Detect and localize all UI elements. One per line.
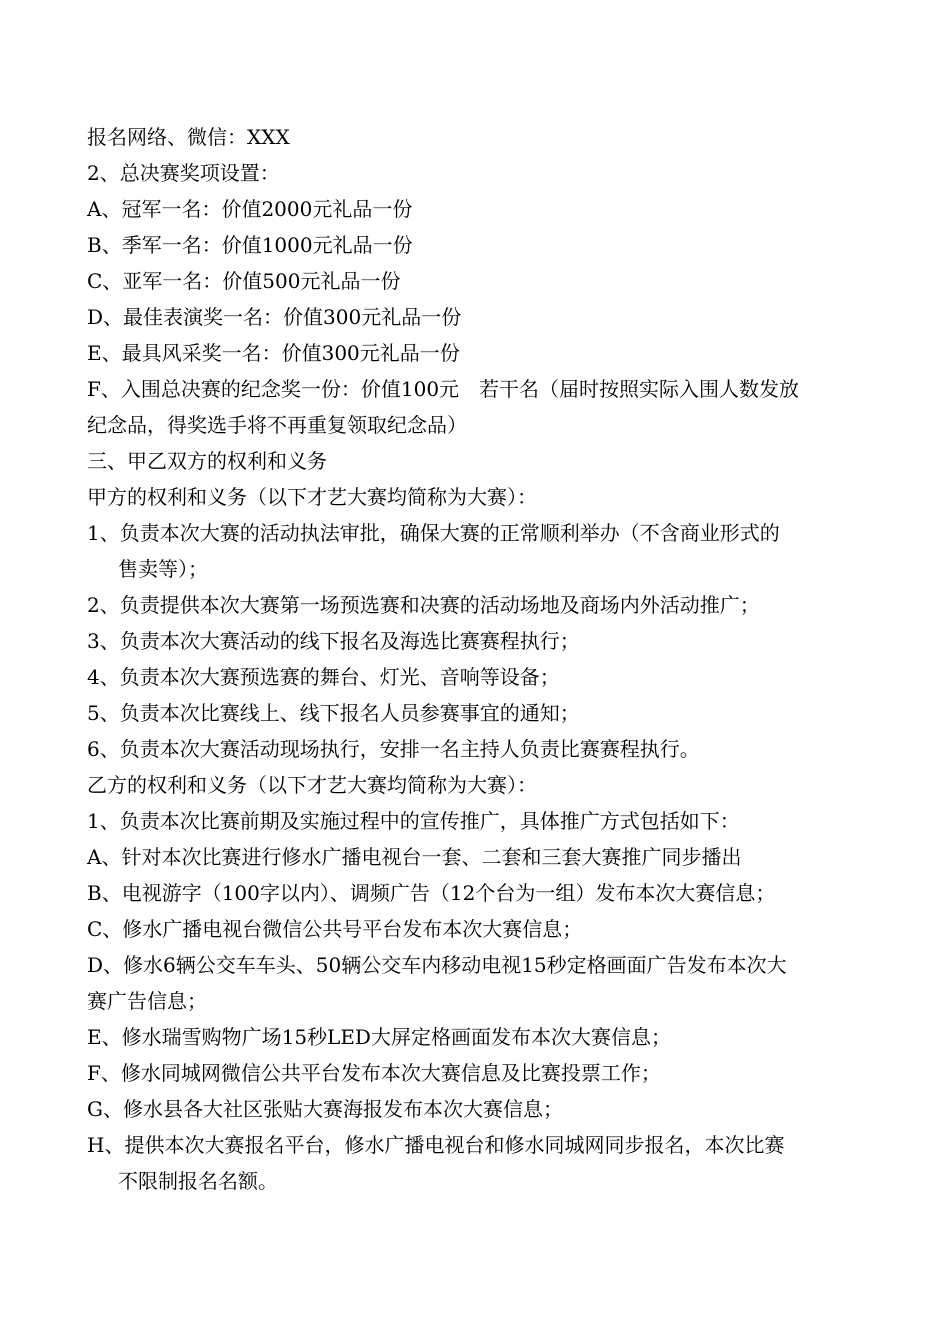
award-item-best-performance: D、最佳表演奖一名：价值300元礼品一份	[87, 305, 462, 329]
party-a-item-5: 5、负责本次比赛线上、线下报名人员参赛事宜的通知；	[87, 701, 580, 725]
document-body	[87, 119, 877, 1199]
party-b-item-1: 1、负责本次比赛前期及实施过程中的宣传推广，具体推广方式包括如下：	[87, 809, 740, 833]
award-item-souvenir-continued: 纪念品，得奖选手将不再重复领取纪念品）	[87, 413, 467, 437]
final-awards-heading: 2、总决赛奖项设置：	[87, 161, 280, 185]
party-b-item-h-continued: 不限制报名名额。	[118, 1169, 278, 1193]
award-item-souvenir: F、入围总决赛的纪念奖一份：价值100元 若干名（届时按照实际入围人数发放	[87, 377, 800, 401]
party-b-item-d: D、修水6辆公交车车头、50辆公交车内移动电视15秒定格画面广告发布本次大	[87, 953, 787, 977]
party-a-item-4: 4、负责本次大赛预选赛的舞台、灯光、音响等设备；	[87, 665, 560, 689]
award-item-second-place: C、亚军一名：价值500元礼品一份	[87, 269, 401, 293]
party-b-item-d-continued: 赛广告信息；	[87, 989, 207, 1013]
party-a-item-1: 1、负责本次大赛的活动执法审批，确保大赛的正常顺利举办（不含商业形式的	[87, 521, 780, 545]
party-a-item-6: 6、负责本次大赛活动现场执行，安排一名主持人负责比赛赛程执行。	[87, 737, 700, 761]
party-b-heading: 乙方的权利和义务（以下才艺大赛均简称为大赛）：	[87, 773, 537, 797]
award-item-best-style: E、最具风采奖一名：价值300元礼品一份	[87, 341, 460, 365]
party-b-item-g: G、修水县各大社区张贴大赛海报发布本次大赛信息；	[87, 1097, 563, 1121]
party-a-item-1-continued: 售卖等）；	[118, 557, 208, 581]
award-item-third-place: B、季军一名：价值1000元礼品一份	[87, 233, 413, 257]
registration-contact-line: 报名网络、微信：XXX	[87, 125, 290, 149]
party-b-item-a: A、针对本次比赛进行修水广播电视台一套、二套和三套大赛推广同步播出	[87, 845, 742, 869]
party-b-item-h: H、提供本次大赛报名平台，修水广播电视台和修水同城网同步报名，本次比赛	[87, 1133, 785, 1157]
party-b-item-b: B、电视游字（100字以内）、调频广告（12个台为一组）发布本次大赛信息；	[87, 881, 776, 905]
party-b-item-c: C、修水广播电视台微信公共号平台发布本次大赛信息；	[87, 917, 583, 941]
party-a-item-3: 3、负责本次大赛活动的线下报名及海选比赛赛程执行；	[87, 629, 580, 653]
award-item-champion: A、冠军一名：价值2000元礼品一份	[87, 197, 413, 221]
section-heading-rights-obligations: 三、甲乙双方的权利和义务	[87, 449, 327, 473]
party-b-item-e: E、修水瑞雪购物广场15秒LED大屏定格画面发布本次大赛信息；	[87, 1025, 671, 1049]
party-a-heading: 甲方的权利和义务（以下才艺大赛均简称为大赛）：	[87, 485, 537, 509]
party-b-item-f: F、修水同城网微信公共平台发布本次大赛信息及比赛投票工作；	[87, 1061, 661, 1085]
party-a-item-2: 2、负责提供本次大赛第一场预选赛和决赛的活动场地及商场内外活动推广；	[87, 593, 760, 617]
